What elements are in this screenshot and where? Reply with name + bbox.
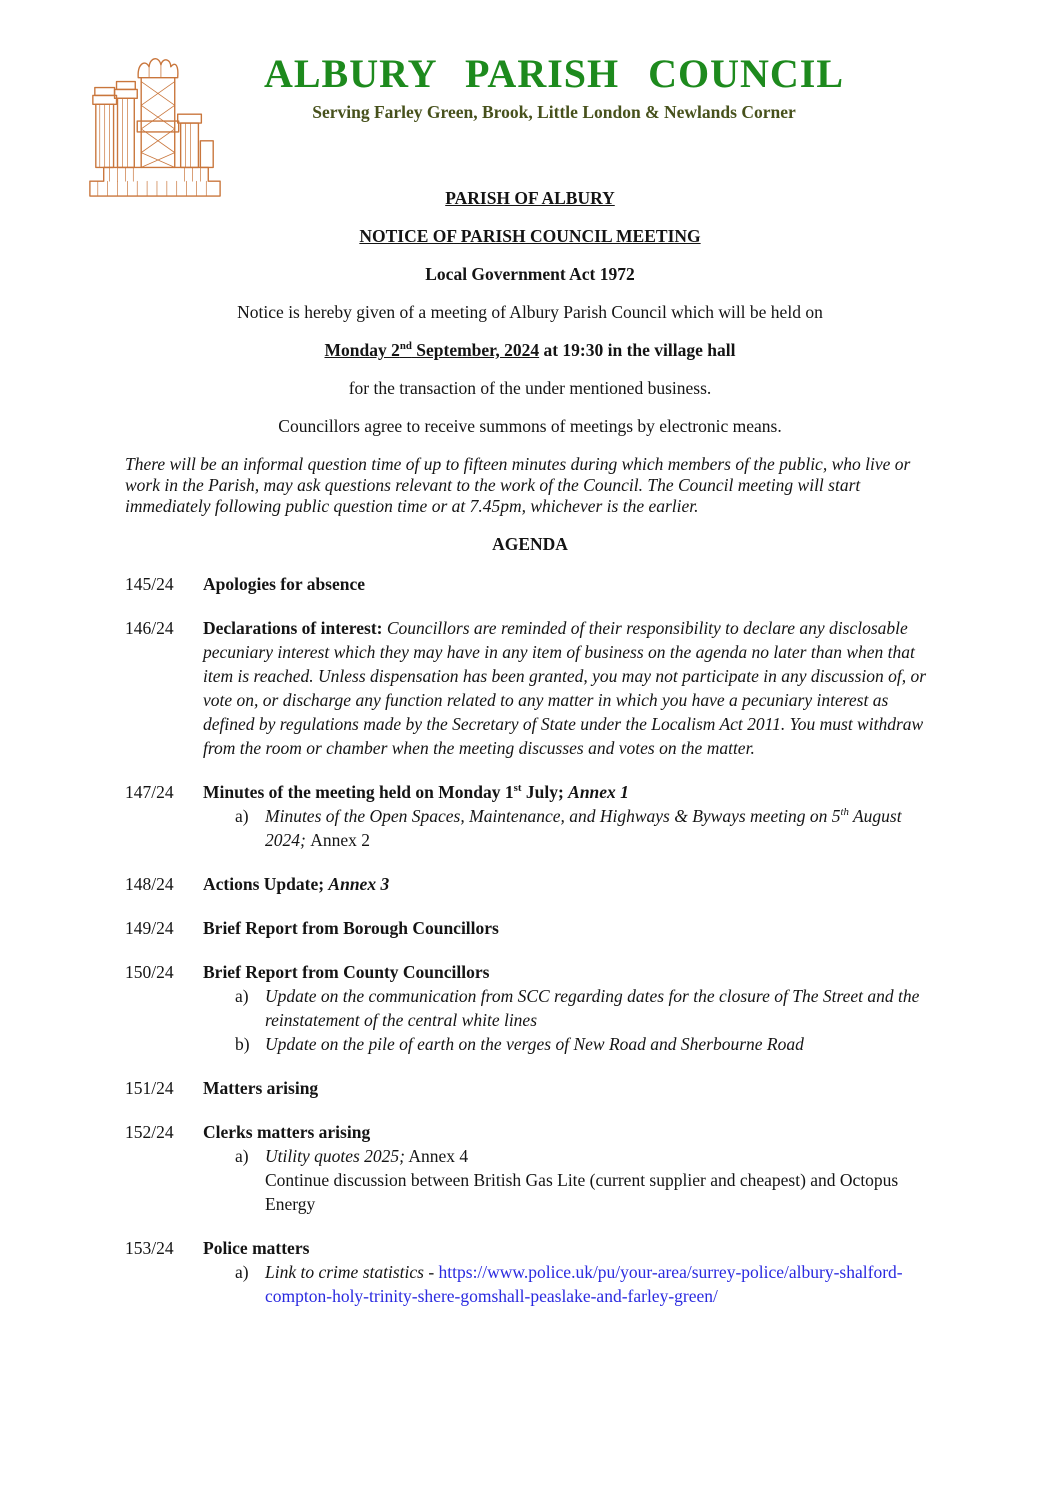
annex-reference: Annex 3 (328, 874, 390, 894)
agenda-item-number: 148/24 (125, 874, 174, 894)
notice-date-tail: at 19:30 in the village hall (539, 340, 736, 360)
agenda-item-147 (125, 780, 935, 852)
agenda-item-145 (125, 572, 935, 596)
agenda-item-title: Brief Report from County Councillors (203, 962, 490, 982)
annex-reference: Annex 2 (310, 830, 370, 850)
notice-business: for the transaction of the under mentioned business. (348, 378, 712, 398)
agenda-item-number: 147/24 (125, 782, 174, 802)
agenda-item-146 (125, 616, 935, 760)
agenda-item-number: 153/24 (125, 1238, 174, 1258)
annex-reference: Annex 4 (404, 1146, 469, 1166)
agenda-item-title: Minutes of the meeting held on Monday 1st July; Annex 1 (203, 782, 629, 802)
question-time-note: There will be an informal question time of up to fifteen minutes during which members of the public, who live or work in the Parish, may ask questions relevant to the work of the Council. The Council meeting will start immediately following public question time or at 7.45pm, whichever is the earlier. (125, 454, 911, 516)
agenda-subitem-a: a) Link to crime statistics - https://www.police.uk/pu/your-area/surrey-police/albury-shalford- compton-holy-trinity-shere-gomshall-peaslake-and-farley-green/ (235, 1262, 903, 1306)
notice-heading-parish: PARISH OF ALBURY (445, 188, 615, 208)
agenda-item-151 (125, 1076, 935, 1100)
org-subtitle: Serving Farley Green, Brook, Little London & Newlands Corner (312, 102, 796, 122)
agenda-item-150 (125, 960, 935, 1056)
agenda-item-title: Actions Update; (203, 874, 329, 894)
subitem-marker: a) (235, 806, 249, 826)
agenda-item-153 (125, 1236, 935, 1308)
agenda-item-title: Apologies for absence (203, 574, 366, 594)
agenda-subitem-a: a) Utility quotes 2025; Annex 4 Continue discussion between British Gas Lite (current supplier and cheapest) and Octopus Energy (203, 1144, 935, 1216)
agenda-item-149 (125, 916, 935, 940)
notice-date: Monday 2 (324, 340, 400, 360)
agenda-item-number: 151/24 (125, 1078, 174, 1098)
subitem-marker: a) (235, 1146, 249, 1166)
agenda-item-title: Brief Report from Borough Councillors (203, 918, 499, 938)
subitem-marker: b) (235, 1034, 250, 1054)
agenda-item-number: 145/24 (125, 574, 174, 594)
agenda-item-title: Matters arising (203, 1078, 319, 1098)
notice-summons: Councillors agree to receive summons of meetings by electronic means. (278, 416, 782, 436)
notice-intro: Notice is hereby given of a meeting of Albury Parish Council which will be held on (237, 302, 823, 322)
agenda-item-title: Police matters (203, 1238, 310, 1258)
agenda-item-148 (125, 872, 935, 896)
agenda-item-title: Declarations of interest: (203, 618, 383, 638)
document-header (170, 50, 938, 123)
notice-heading-act: Local Government Act 1972 (425, 264, 635, 284)
agenda-heading: AGENDA (492, 534, 568, 554)
agenda-subitem-a: a) Minutes of the Open Spaces, Maintenance, and Highways & Byways meeting on 5th August 2024; Annex 2 (235, 806, 902, 850)
agenda-item-note: Councillors are reminded of their responsibility to declare any disclosable pecuniary interest which they may have in any item of business on the agenda no later than when that item is reached. Unless dispensation has been granted, you may not participate in any discussion of, or vote on, or discharge any function related to any matter in which you have a pecuniary interest as defined by regulations made by the Secretary of State under the Localism Act 2011. You must withdraw from the room or chamber when the meeting discusses and votes on the matter. (203, 618, 927, 758)
org-title: ALBURY PARISH COUNCIL (263, 51, 845, 96)
subitem-marker: a) (235, 986, 249, 1006)
subitem-detail: Continue discussion between British Gas Lite (current supplier and cheapest) and Octopus Energy (265, 1170, 899, 1214)
agenda-item-title: Clerks matters arising (203, 1122, 371, 1142)
notice-date-ordinal: nd (399, 340, 412, 353)
agenda-item-number: 149/24 (125, 918, 174, 938)
agenda-subitem-a: a) Update on the communication from SCC regarding dates for the closure of The Street and the reinstatement of the central white lines (235, 986, 920, 1030)
notice-heading-meeting: NOTICE OF PARISH COUNCIL MEETING (359, 226, 701, 246)
annex-reference: Annex 1 (568, 782, 629, 802)
agenda-item-number: 150/24 (125, 962, 174, 982)
subitem-marker: a) (235, 1262, 249, 1282)
crime-statistics-link[interactable]: https://www.police.uk/pu/your-area/surrey-police/albury-shalford- compton-holy-trinity-shere-gomshall-peaslake-and-farley-green/ (265, 1262, 903, 1306)
agenda-item-number: 146/24 (125, 618, 174, 638)
agenda-item-number: 152/24 (125, 1122, 174, 1142)
notice-date-line: Monday 2nd September, 2024 at 19:30 in the village hall (324, 340, 736, 360)
agenda-item-152 (125, 1120, 935, 1216)
agenda-subitem-b: b) Update on the pile of earth on the verges of New Road and Sherbourne Road (235, 1034, 804, 1054)
